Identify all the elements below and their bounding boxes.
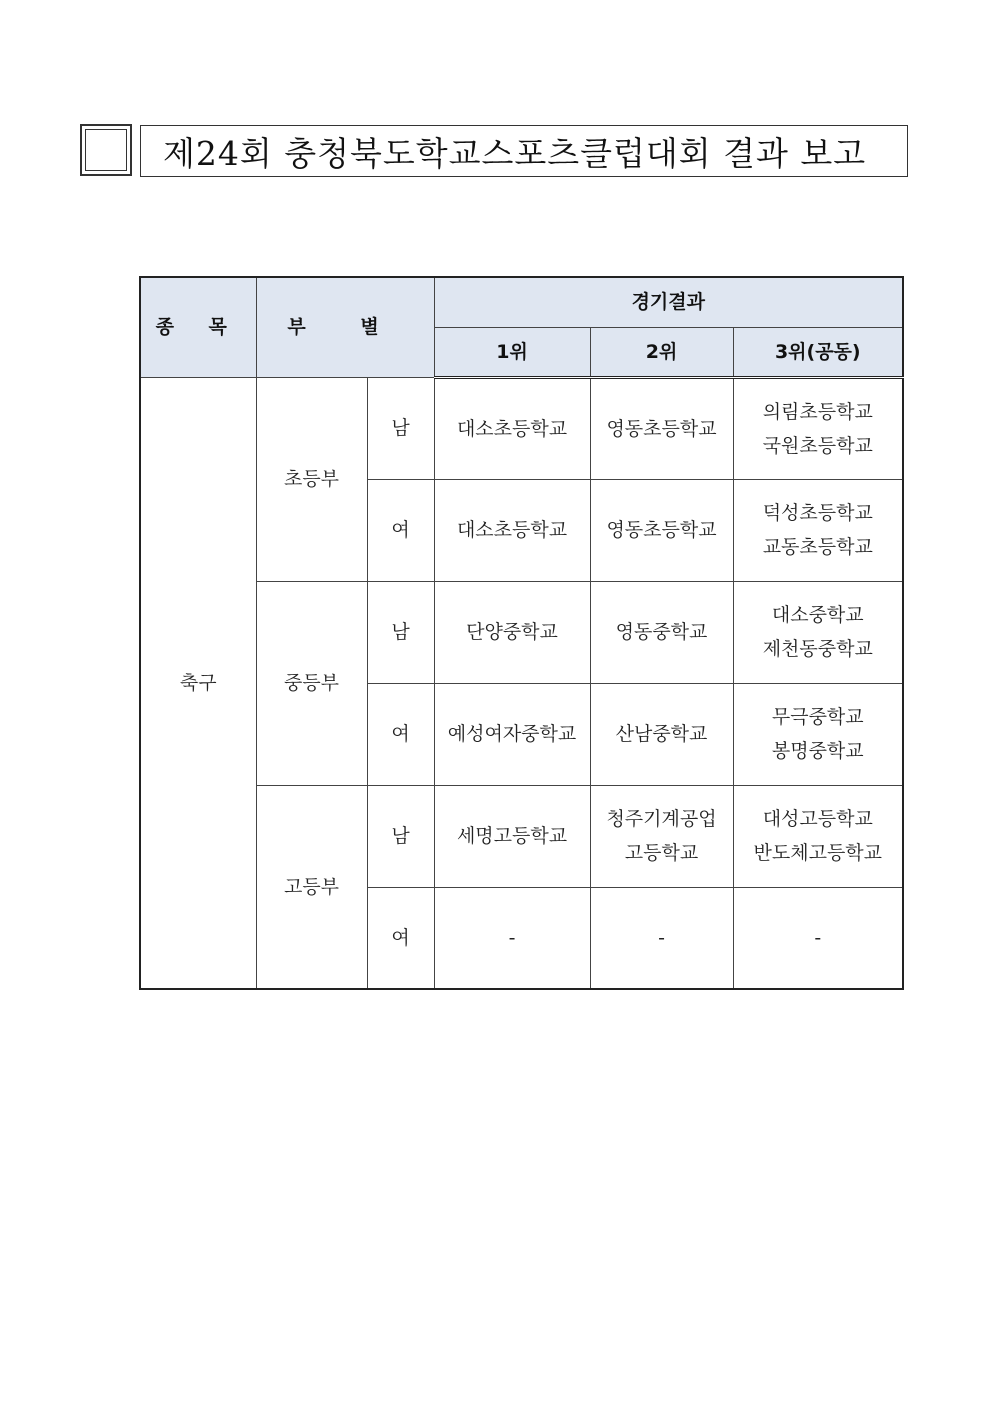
- second-place-cell: -: [590, 887, 733, 989]
- first-place-cell: 대소초등학교: [434, 377, 590, 479]
- third-place-school: 국원초등학교: [762, 434, 873, 457]
- third-place-school: 반도체고등학교: [753, 842, 883, 864]
- division-high: 고등부: [256, 785, 367, 989]
- third-place-school: 제천동중학교: [762, 638, 873, 660]
- third-place-cell: [733, 479, 903, 581]
- header-event: [140, 277, 256, 377]
- third-place-cell: [733, 683, 903, 785]
- header-second: 2위: [590, 327, 733, 377]
- header-event-label: 종 목: [155, 316, 241, 339]
- title-bar: [140, 125, 908, 177]
- first-place-cell: 예성여자중학교: [434, 683, 590, 785]
- third-place-cell: [733, 377, 903, 479]
- gender-cell: 남: [367, 377, 434, 479]
- gender-cell: 여: [367, 479, 434, 581]
- title-checkbox-icon: [80, 124, 132, 176]
- header-results: 경기결과: [434, 277, 903, 327]
- third-place-school: 대소중학교: [771, 604, 864, 626]
- second-place-cell: 산남중학교: [590, 683, 733, 785]
- header-division: [256, 277, 434, 377]
- third-place-cell: [733, 581, 903, 683]
- second-place-cell: [590, 785, 733, 887]
- second-place-cell: 영동중학교: [590, 581, 733, 683]
- third-place-school: 교동초등학교: [762, 536, 873, 558]
- gender-cell: 여: [367, 887, 434, 989]
- header-third: 3위(공동): [733, 327, 903, 377]
- page-title: 제24회 충청북도학교스포츠클럽대회 결과 보고: [163, 133, 867, 173]
- table-row: [140, 377, 903, 479]
- third-place-school: 봉명중학교: [771, 740, 864, 762]
- header-row: [140, 277, 903, 327]
- first-place-cell: -: [434, 887, 590, 989]
- second-place-cell: 영동초등학교: [590, 479, 733, 581]
- third-place-school: 의림초등학교: [762, 400, 873, 423]
- first-place-cell: 세명고등학교: [434, 785, 590, 887]
- gender-cell: 남: [367, 581, 434, 683]
- third-place-cell: [733, 785, 903, 887]
- second-place-school: 고등학교: [624, 842, 699, 864]
- first-place-cell: 단양중학교: [434, 581, 590, 683]
- second-place-school: 청주기계공업: [606, 808, 717, 830]
- third-place-cell: -: [733, 887, 903, 989]
- third-place-school: 무극중학교: [771, 706, 864, 728]
- event-cell: 축구: [140, 377, 256, 989]
- first-place-cell: 대소초등학교: [434, 479, 590, 581]
- gender-cell: 여: [367, 683, 434, 785]
- division-middle: 중등부: [256, 581, 367, 785]
- third-place-school: 대성고등학교: [762, 808, 873, 830]
- header-first: 1위: [434, 327, 590, 377]
- division-elementary: 초등부: [256, 377, 367, 581]
- third-place-school: 덕성초등학교: [762, 502, 873, 524]
- header-division-label: 부 별: [287, 316, 403, 339]
- gender-cell: 남: [367, 785, 434, 887]
- results-table: [139, 276, 904, 990]
- second-place-cell: 영동초등학교: [590, 377, 733, 479]
